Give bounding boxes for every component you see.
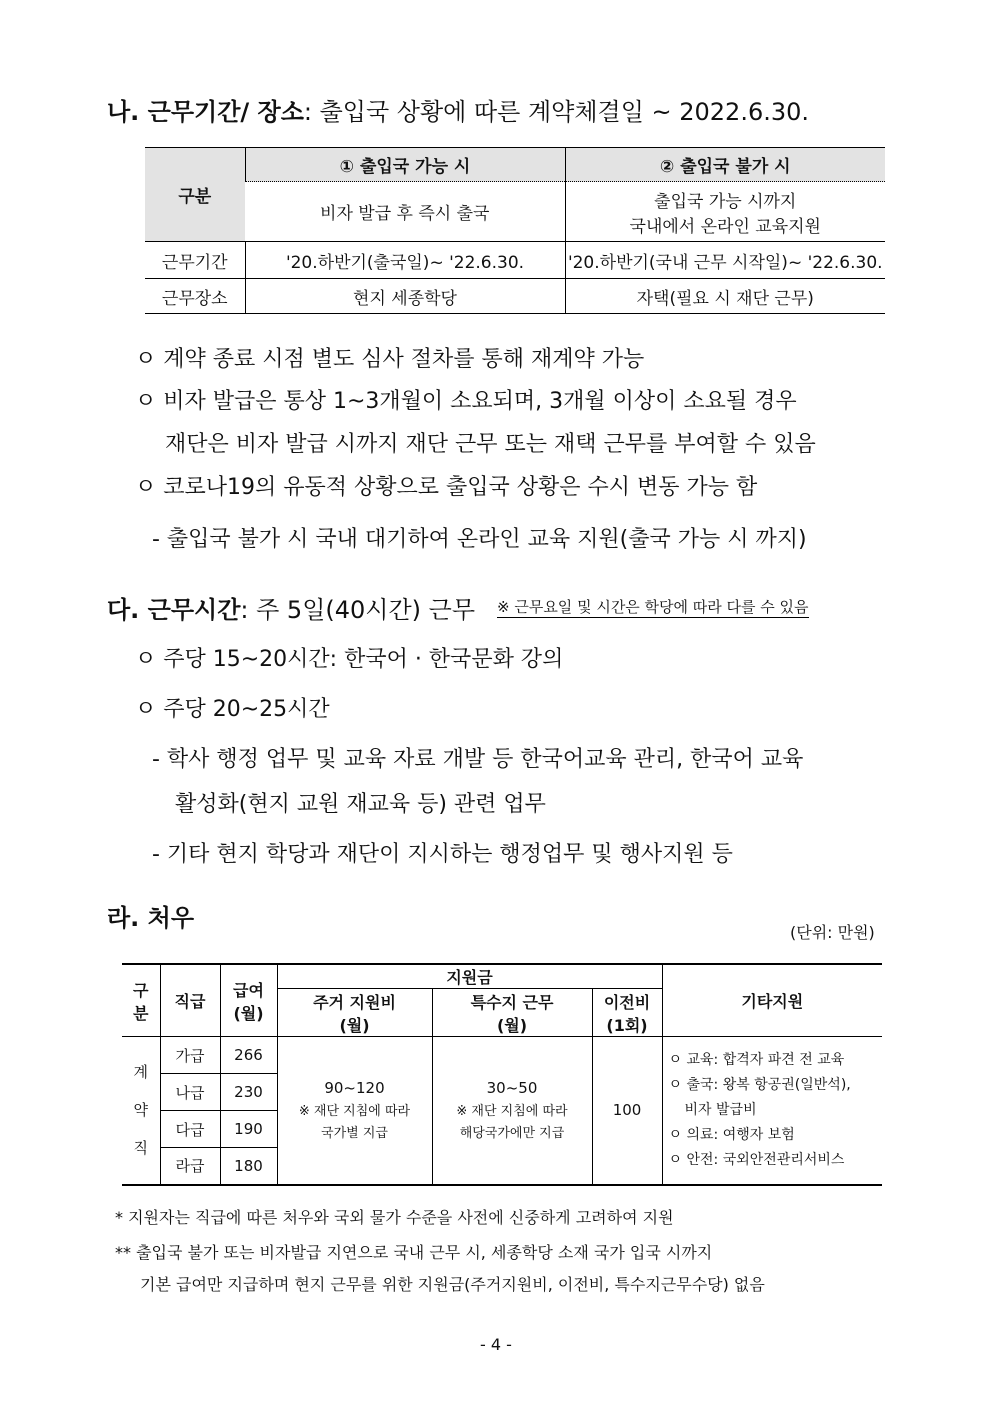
heading-text: : 출입국 상황에 따른 계약체결일 ~ 2022.6.30. [303,98,810,126]
grade-cell: 라급 [160,1148,220,1185]
heading-text: : 주 5일(40시간) 근무 [240,596,476,624]
other-support-cell [662,1037,882,1185]
footnote: ** 출입국 불가 또는 비자발급 지연으로 국내 근무 시, 세종학당 소재 국가 입국 시까지 [115,1243,713,1262]
bullet: ㅇ 주당 15~20시간: 한국어 · 한국문화 강의 [135,647,564,672]
other-item: ㅇ 출국: 왕복 항공권(일반석), [668,1076,851,1093]
sub-bullet-continuation: 활성화(현지 교원 재교육 등) 관련 업무 [175,792,546,817]
header-relocation: 이전비(1회) [592,989,662,1037]
cell: 현지 세종학당 [245,279,565,314]
housing-note: 국가별 지급 [321,1126,388,1142]
section-heading-na [107,92,809,127]
sub-bullet: - 학사 행정 업무 및 교육 자료 개발 등 한국어교육 관리, 한국어 교육 [152,747,804,772]
grade-cell: 나급 [160,1074,220,1111]
cell: '20.하반기(출국일)~ '22.6.30. [245,242,565,279]
sub-col2-line1: 출입국 가능 시까지 [654,191,797,212]
grade-cell: 가급 [160,1037,220,1074]
hardship-value: 30~50 [486,1079,538,1098]
header-support: 지원금 [277,964,662,989]
footnote-continuation: 기본 급여만 지급하며 현지 근무를 위한 지원금(주거지원비, 이전비, 특수지근무수당) 없음 [140,1275,765,1294]
row-label: 근무장소 [145,279,245,314]
header-col1: ① 출입국 가능 시 [245,148,565,182]
header-housing: 주거 지원비(월) [277,989,432,1037]
footnote: * 지원자는 직급에 따른 처우와 국외 물가 수준을 사전에 신중하게 고려하여 지원 [115,1208,674,1227]
hardship-note: 해당국가에만 지급 [459,1126,565,1142]
other-item: 비자 발급비 [684,1101,757,1118]
sub-col2-line2: 국내에서 온라인 교육지원 [629,216,821,237]
bullet: ㅇ 주당 20~25시간 [135,697,330,722]
hardship-note: ※ 재단 지침에 따라 [456,1104,568,1120]
bullet: ㅇ 비자 발급은 통상 1~3개월이 소요되며, 3개월 이상이 소요될 경우 [135,389,797,414]
header-salary: 급여(월) [220,964,277,1037]
heading-title: 다. 근무시간 [107,596,241,624]
salary-cell: 266 [220,1037,277,1074]
heading-title: 나. 근무기간/ 장소 [107,98,304,126]
salary-cell: 180 [220,1148,277,1185]
row-label: 근무기간 [145,242,245,279]
other-item: ㅇ 안전: 국외안전관리서비스 [668,1151,845,1168]
header-gubun: 구분 [122,964,160,1037]
page-number: - 4 - [480,1335,512,1354]
grade-cell: 다급 [160,1111,220,1148]
cell: '20.하반기(국내 근무 시작일)~ '22.6.30. [565,242,885,279]
header-other: 기타지원 [662,964,882,1037]
bullet: ㅇ 코로나19의 유동적 상황으로 출입국 상황은 수시 변동 가능 함 [135,475,758,500]
bullet-continuation: 재단은 비자 발급 시까지 재단 근무 또는 재택 근무를 부여할 수 있음 [165,432,816,457]
compensation-table [122,963,882,1186]
salary-cell: 190 [220,1111,277,1148]
heading-note: ※ 근무요일 및 시간은 학당에 따라 다를 수 있음 [497,598,809,616]
category-cell: 계약직 [122,1037,160,1185]
unit-label: (단위: 만원) [790,923,875,942]
salary-cell: 230 [220,1074,277,1111]
sub-col1: 비자 발급 후 즉시 출국 [245,182,565,242]
header-gubun: 구분 [145,148,245,242]
cell: 자택(필요 시 재단 근무) [565,279,885,314]
housing-value: 90~120 [324,1079,385,1098]
header-hardship: 특수지 근무(월) [432,989,592,1037]
sub-bullet: - 출입국 불가 시 국내 대기하여 온라인 교육 지원(출국 가능 시 까지) [152,527,807,552]
section-heading-da [107,590,475,625]
header-col2: ② 출입국 불가 시 [565,148,885,182]
hardship-cell [432,1037,592,1185]
work-period-table [145,147,885,314]
other-item: ㅇ 교육: 합격자 파견 전 교육 [668,1051,845,1068]
housing-cell [277,1037,432,1185]
relocation-cell: 100 [592,1037,662,1185]
sub-col2 [565,182,885,242]
bullet: ㅇ 계약 종료 시점 별도 심사 절차를 통해 재계약 가능 [135,347,645,372]
header-grade: 직급 [160,964,220,1037]
section-heading-ra: 라. 처우 [107,904,195,932]
other-item: ㅇ 의료: 여행자 보험 [668,1126,795,1143]
housing-note: ※ 재단 지침에 따라 [298,1104,411,1120]
sub-bullet: - 기타 현지 학당과 재단이 지시하는 행정업무 및 행사지원 등 [152,842,733,867]
